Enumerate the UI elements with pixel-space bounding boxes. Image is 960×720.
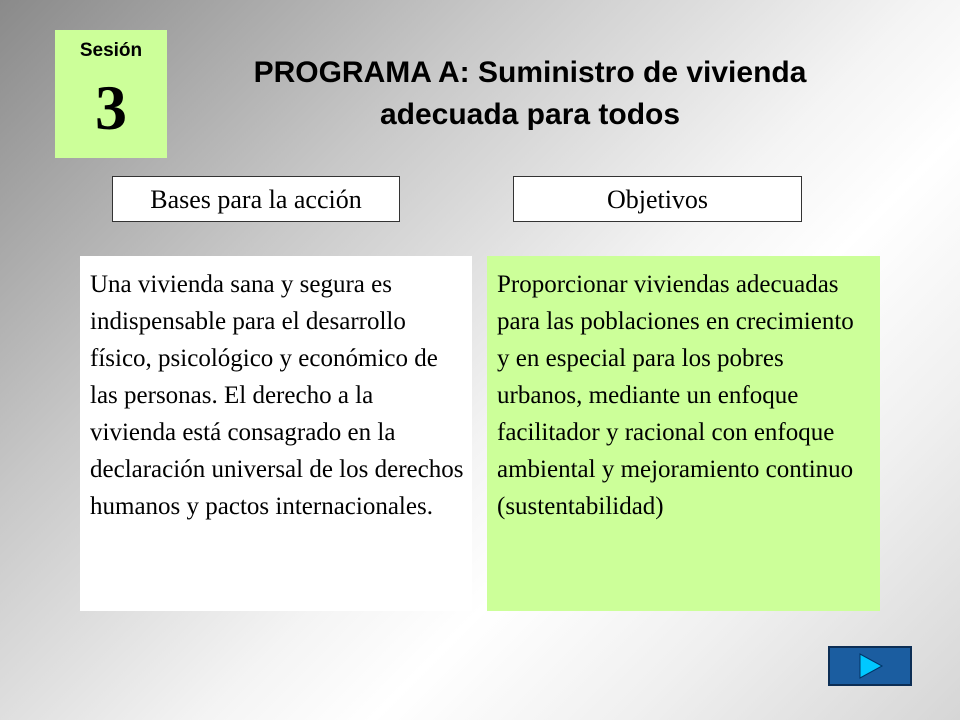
page-title: PROGRAMA A: Suministro de vivienda adecuada para todos [253,56,807,131]
play-forward-icon [830,648,910,684]
session-number: 3 [95,72,127,143]
objetivos-content: Proporcionar viviendas adecuadas para las poblaciones en crecimiento y en especial para los pobres urbanos, mediante un enfoque facilitador y racional con enfoque ambiental y mejoramiento continuo (sustentabilidad) [487,256,880,611]
next-slide-button[interactable] [828,646,912,686]
session-badge [55,30,167,158]
session-label: Sesión [79,40,143,61]
bases-content: Una vivienda sana y segura es indispensable para el desarrollo físico, psicológico y económico de las personas. El derecho a la vivienda está consagrado en la declaración universal de los derechos humanos y pactos internacionales. [80,256,472,611]
objetivos-header: Objetivos [513,176,802,222]
bases-header: Bases para la acción [112,176,400,222]
